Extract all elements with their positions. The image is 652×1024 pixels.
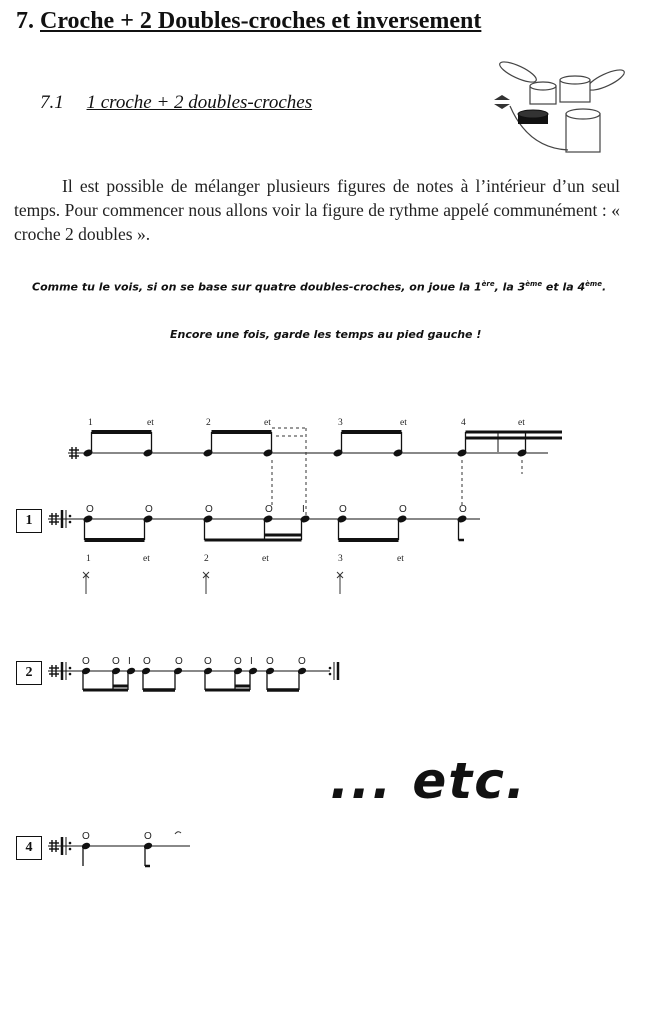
stroke-label: O bbox=[298, 656, 306, 667]
count-label: 2 bbox=[204, 554, 209, 564]
exercise-4-label: 4 bbox=[16, 836, 42, 860]
intro-paragraph: Il est possible de mélanger plusieurs figures de notes à l’intérieur d’un seul temps. Pour commencer nous allons voir la figure de rythme appelé communément : « croche 2 doubles ». bbox=[14, 176, 620, 244]
stroke-label: O bbox=[82, 656, 90, 667]
stroke-label: O bbox=[112, 656, 120, 667]
stroke-label: I bbox=[250, 656, 253, 667]
stroke-label: O bbox=[86, 504, 94, 515]
stroke-label: O bbox=[175, 656, 183, 667]
count-label: 3 bbox=[338, 418, 343, 428]
subsection-number: 7.1 bbox=[40, 92, 64, 113]
stroke-label: O bbox=[265, 504, 273, 515]
count-label: 1 bbox=[88, 418, 93, 428]
stroke-label: O bbox=[266, 656, 274, 667]
stroke-label: O bbox=[144, 831, 152, 842]
stroke-label: O bbox=[205, 504, 213, 515]
count-label: 1 bbox=[86, 554, 91, 564]
ordinal-suffix: ème bbox=[525, 280, 543, 288]
stroke-label: O bbox=[204, 656, 212, 667]
count-label: et bbox=[262, 554, 269, 564]
count-label: 3 bbox=[338, 554, 343, 564]
count-label: 4 bbox=[461, 418, 466, 428]
ordinal-suffix: ème bbox=[585, 280, 602, 288]
ordinal-number: 1 bbox=[474, 280, 482, 294]
stroke-label: O bbox=[143, 656, 151, 667]
stroke-label: I bbox=[128, 656, 131, 667]
section-number: 7. bbox=[16, 8, 34, 34]
reminder-note: Encore une fois, garde les temps au pied gauche ! bbox=[170, 328, 482, 341]
etc-text: ... etc. bbox=[330, 752, 527, 810]
stroke-label: I bbox=[302, 504, 305, 515]
count-label: et bbox=[147, 418, 154, 428]
ordinal-number: 3 bbox=[517, 280, 526, 294]
count-label: 2 bbox=[206, 418, 211, 428]
count-label: et bbox=[518, 418, 525, 428]
stroke-label: O bbox=[145, 504, 153, 515]
stroke-label: O bbox=[234, 656, 242, 667]
note-text: , la bbox=[494, 280, 518, 294]
stroke-label: O bbox=[399, 504, 407, 515]
note-text: Comme tu le vois, si on se base sur quatre doubles-croches, on joue la bbox=[32, 280, 474, 294]
count-label: et bbox=[143, 554, 150, 564]
section-title-text: Croche + 2 Doubles-croches et inversement bbox=[40, 8, 482, 34]
note-text: et la bbox=[542, 280, 578, 294]
note-text: . bbox=[601, 280, 607, 294]
stroke-label: O bbox=[459, 504, 467, 515]
ordinal-suffix: ère bbox=[481, 280, 495, 288]
stroke-label: O bbox=[339, 504, 347, 515]
subsection-title-text: 1 croche + 2 doubles-croches bbox=[86, 92, 313, 113]
count-label: et bbox=[264, 418, 271, 428]
stroke-label: O bbox=[82, 831, 90, 842]
exercise-1-label: 1 bbox=[16, 509, 42, 533]
count-label: et bbox=[397, 554, 404, 564]
count-label: et bbox=[400, 418, 407, 428]
exercise-2-label: 2 bbox=[16, 661, 42, 685]
ordinal-number: 4 bbox=[577, 280, 586, 294]
